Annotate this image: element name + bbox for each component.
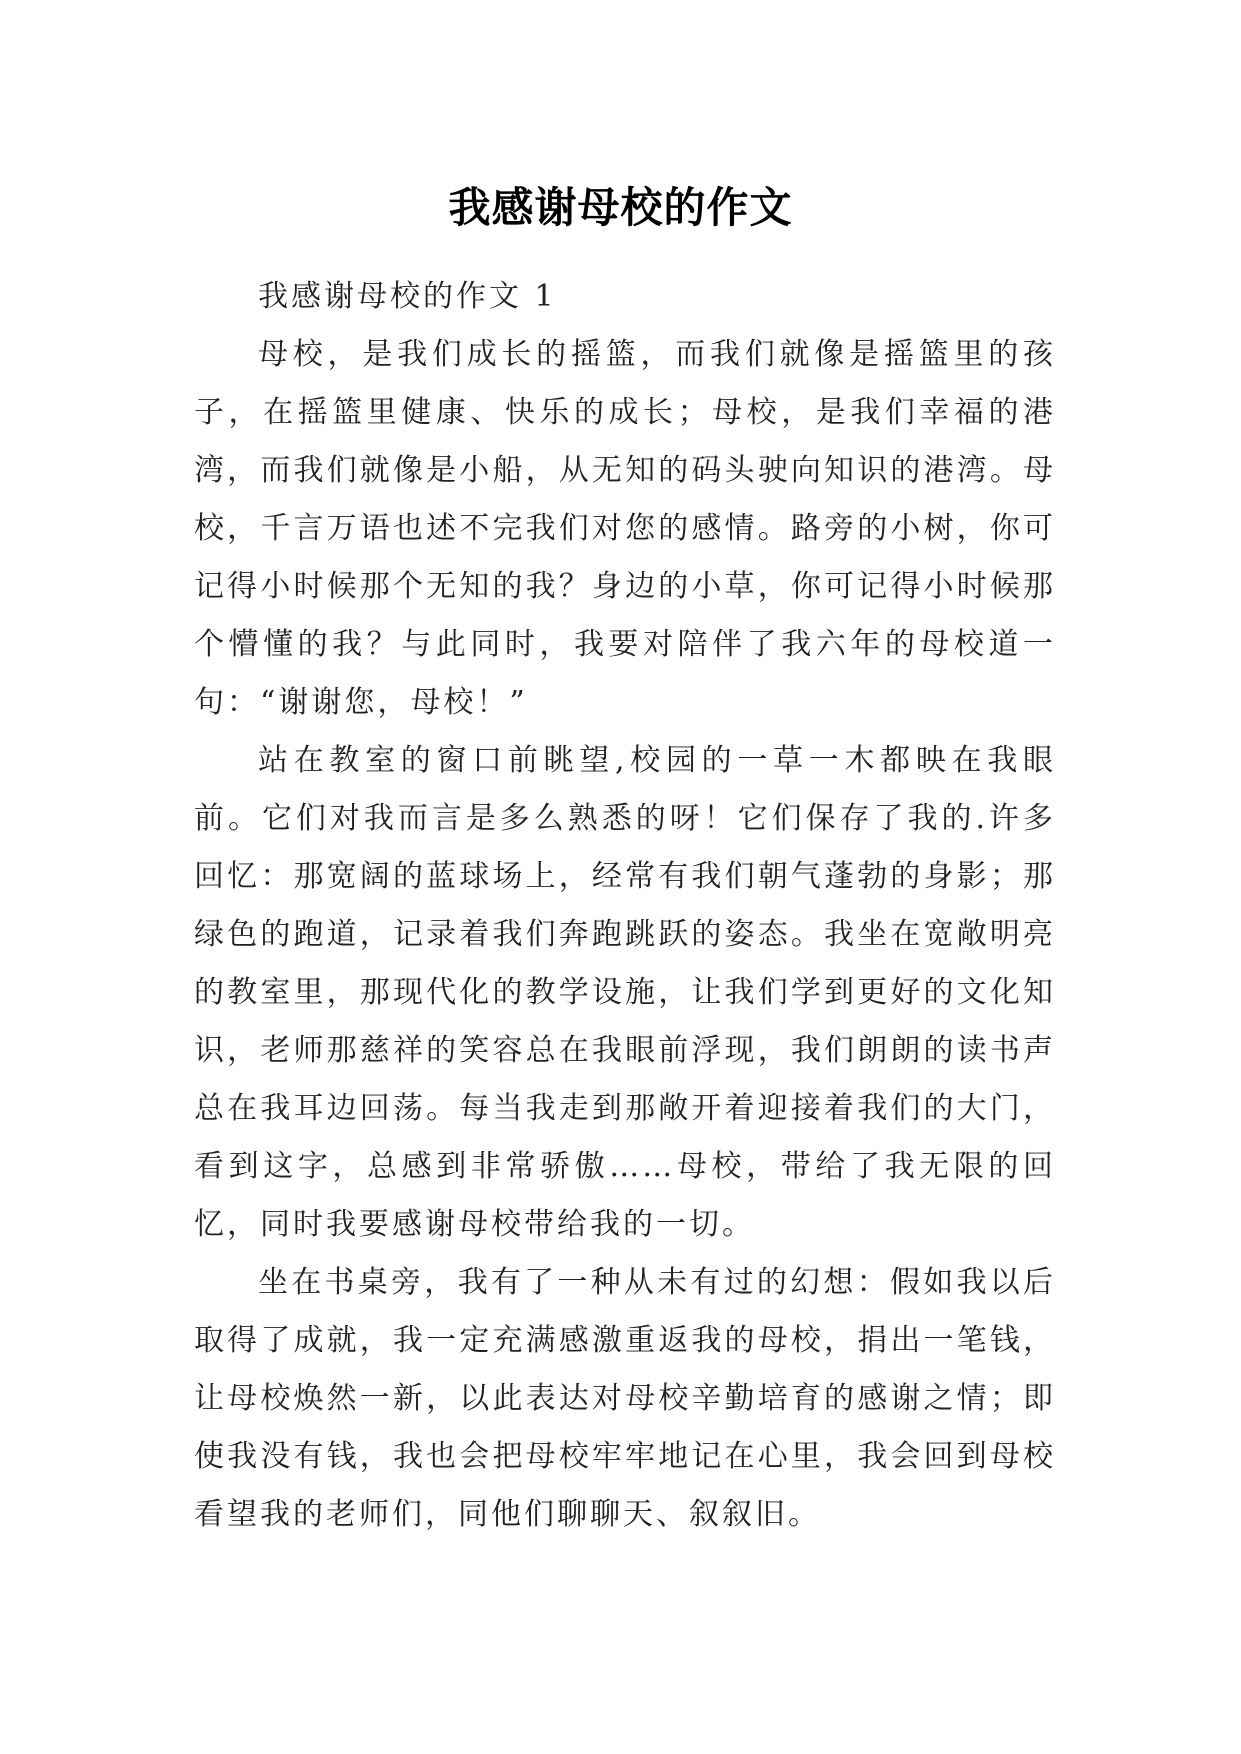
document-title: 我感谢母校的作文 xyxy=(448,183,793,233)
paragraph-1: 母校，是我们成长的摇篮，而我们就像是摇篮里的孩子，在摇篮里健康、快乐的成长；母校，是我们幸福的港湾，而我们就像是小船，从无知的码头驶向知识的港湾。母校，千言万语也述不完我们对您的感情。路旁的小树，你可记得小时候那个无知的我？身边的小草，你可记得小时候那个懵懂的我？与此同时，我要对陪伴了我六年的母校道一句：“谢谢您，母校！” xyxy=(194,337,1056,720)
section-heading: 我感谢母校的作文 1 xyxy=(258,279,557,314)
paragraph-2: 站在教室的窗口前眺望,校园的一草一木都映在我眼前。它们对我而言是多么熟悉的呀！它们保存了我的.许多回忆：那宽阔的蓝球场上，经常有我们朝气蓬勃的身影；那绿色的跑道，记录着我们奔跑跳跃的姿态。我坐在宽敞明亮的教室里，那现代化的教学设施，让我们学到更好的文化知识，老师那慈祥的笑容总在我眼前浮现，我们朗朗的读书声总在我耳边回荡。每当我走到那敞开着迎接着我们的大门，看到这字，总感到非常骄傲……母校，带给了我无限的回忆，同时我要感谢母校带给我的一切。 xyxy=(194,743,1056,1242)
paragraph-3: 坐在书桌旁，我有了一种从未有过的幻想：假如我以后取得了成就，我一定充满感激重返我的母校，捐出一笔钱，让母校焕然一新，以此表达对母校辛勤培育的感谢之情；即使我没有钱，我也会把母校牢牢地记在心里，我会回到母校看望我的老师们，同他们聊聊天、叙叙旧。 xyxy=(194,1265,1056,1532)
document-body xyxy=(194,268,1056,1544)
